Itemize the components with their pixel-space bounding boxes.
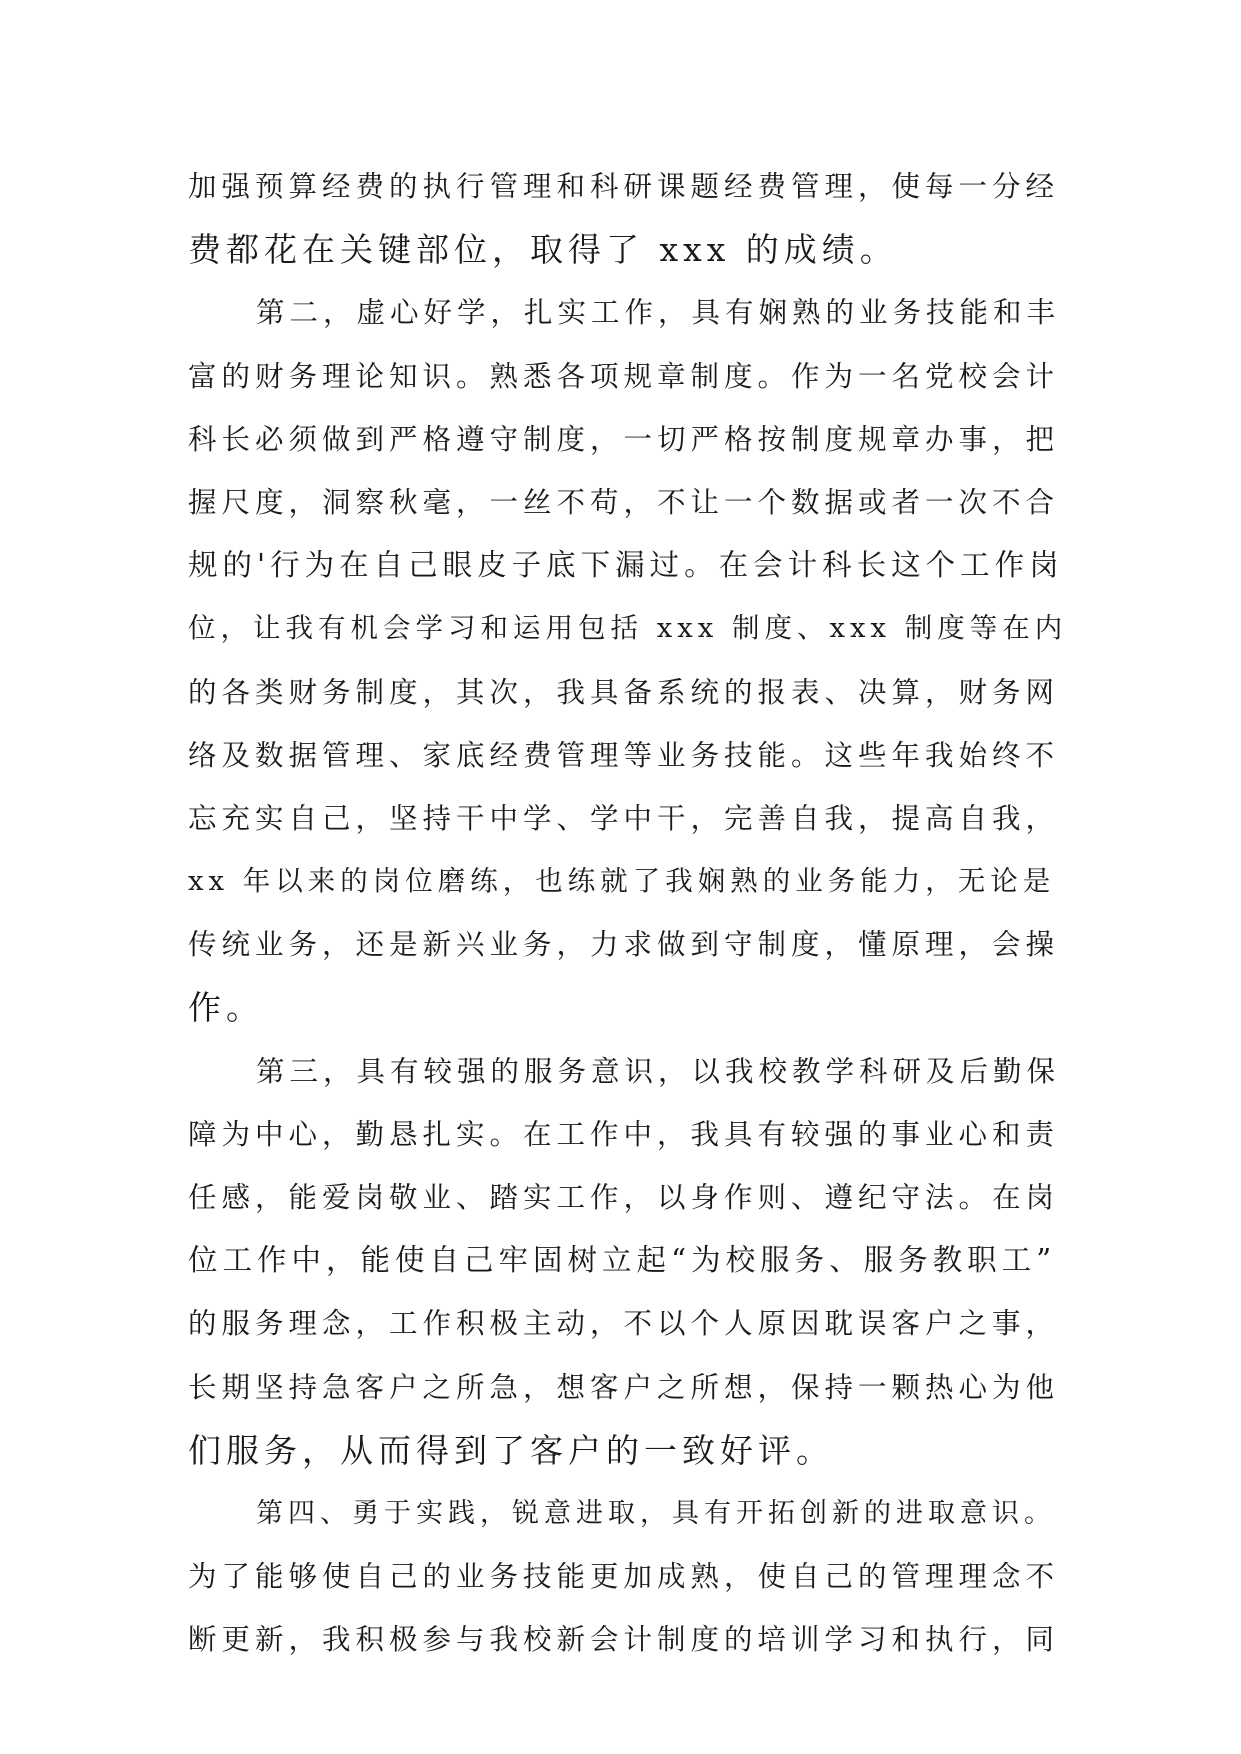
paragraph-start-line: 第二，虚心好学，扎实工作，具有娴熟的业务技能和丰 — [256, 296, 1061, 330]
text-line: 作。 — [188, 988, 264, 1028]
text-line: 传统业务，还是新兴业务，力求做到守制度，懂原理，会操 — [188, 928, 1060, 962]
text-line: 规的'行为在自己眼皮子底下漏过。在会计科长这个工作岗 — [188, 548, 1064, 583]
text-line: 忘充实自己，坚持干中学、学中干，完善自我，提高自我， — [188, 801, 1060, 835]
text-line: 为了能够使自己的业务技能更加成熟，使自己的管理理念不 — [188, 1560, 1060, 1594]
text-line: 科长必须做到严格遵守制度，一切严格按制度规章办事，把 — [188, 422, 1060, 456]
text-line: 的各类财务制度，其次，我具备系统的报表、决算，财务网 — [188, 675, 1060, 709]
document-body — [188, 155, 1068, 1672]
text-line: 位，让我有机会学习和运用包括 xxx 制度、xxx 制度等在内 — [188, 612, 1068, 645]
text-line: 障为中心，勤恳扎实。在工作中，我具有较强的事业心和责 — [188, 1117, 1060, 1151]
text-line: 的服务理念，工作积极主动，不以个人原因耽误客户之事， — [188, 1307, 1060, 1341]
text-line: 络及数据管理、家底经费管理等业务技能。这些年我始终不 — [188, 738, 1060, 772]
text-line: 富的财务理论知识。熟悉各项规章制度。作为一名党校会计 — [188, 359, 1060, 393]
text-line: 加强预算经费的执行管理和科研课题经费管理，使每一分经 — [188, 170, 1060, 203]
text-line: xx 年以来的岗位磨练，也练就了我娴熟的业务能力，无论是 — [188, 865, 1056, 898]
text-line: 握尺度，洞察秋毫，一丝不苟，不让一个数据或者一次不合 — [188, 485, 1060, 519]
paragraph-start-line: 第四、勇于实践，锐意进取，具有开拓创新的进取意识。 — [256, 1497, 1056, 1529]
text-line: 位工作中，能使自己牢固树立起“为校服务、服务教职工” — [188, 1243, 1057, 1278]
paragraph-start-line: 第三，具有较强的服务意识，以我校教学科研及后勤保 — [256, 1054, 1061, 1088]
text-line: 任感，能爱岗敬业、踏实工作，以身作则、遵纪守法。在岗 — [188, 1181, 1060, 1214]
text-line: 长期坚持急客户之所急，想客户之所想，保持一颗热心为他 — [188, 1370, 1060, 1404]
text-line: 断更新，我积极参与我校新会计制度的培训学习和执行，同 — [188, 1623, 1060, 1657]
text-line: 们服务，从而得到了客户的一致好评。 — [188, 1430, 834, 1470]
text-line: 费都花在关键部位，取得了 xxx 的成绩。 — [188, 230, 898, 270]
